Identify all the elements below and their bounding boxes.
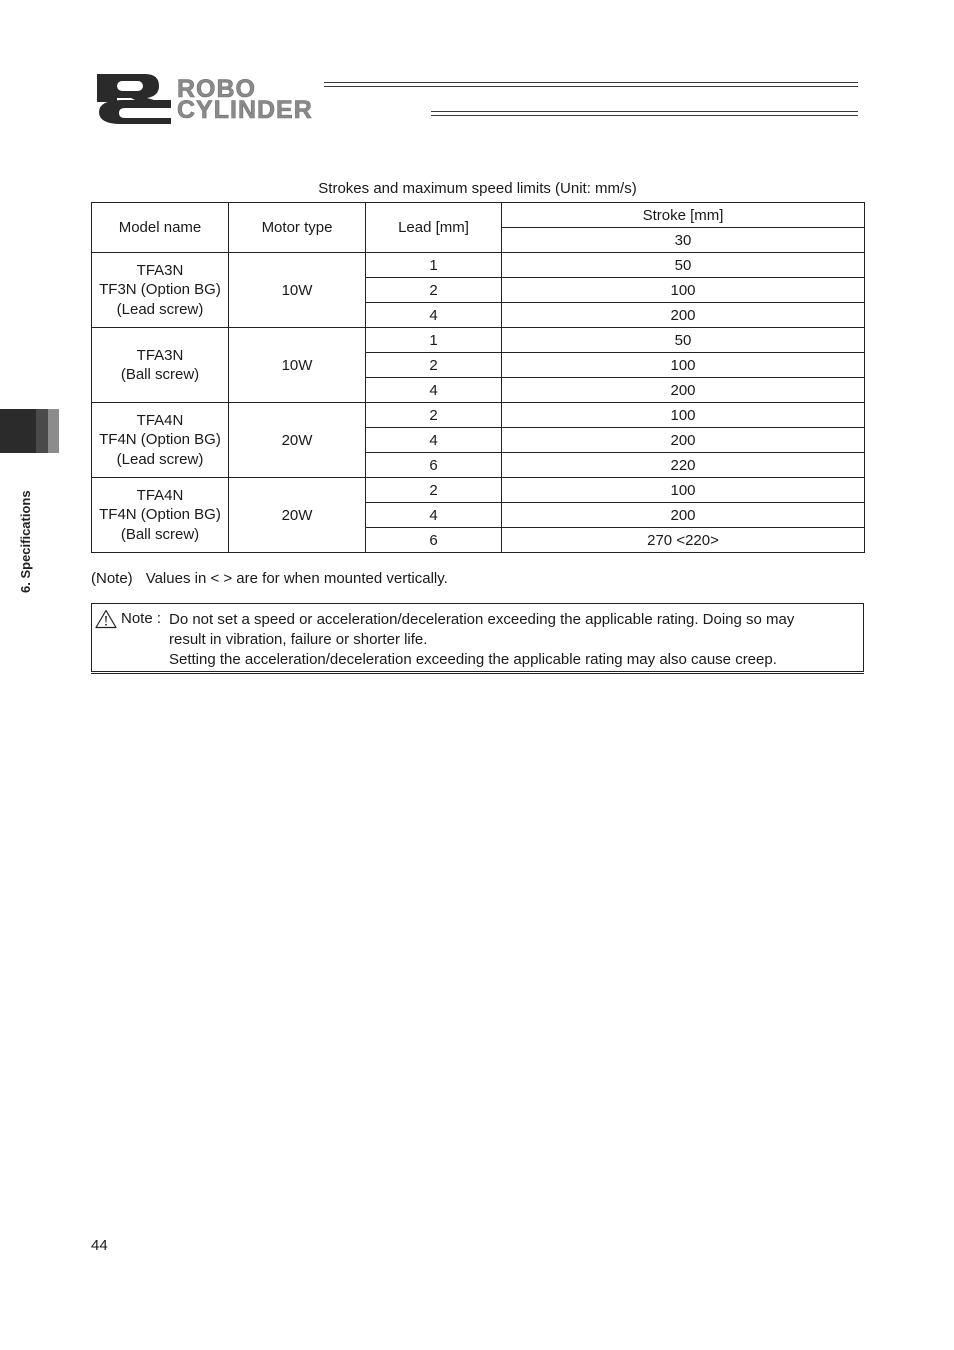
chapter-label: 6. Specifications — [18, 490, 33, 593]
max-speed-cell: 220 — [502, 453, 865, 478]
lead-cell: 2 — [366, 278, 502, 303]
logo-word-cylinder: CYLINDER — [177, 96, 313, 124]
max-speed-cell: 200 — [502, 303, 865, 328]
page-number: 44 — [91, 1237, 108, 1254]
warning-box — [91, 603, 864, 672]
max-speed-cell: 50 — [502, 328, 865, 353]
model-name-cell — [92, 403, 229, 478]
model-name-line: (Ball screw) — [120, 366, 200, 383]
header-stroke: Stroke [mm] — [502, 203, 865, 228]
lead-cell: 6 — [366, 453, 502, 478]
max-speed-cell: 50 — [502, 253, 865, 278]
table-row — [92, 478, 865, 503]
motor-type-cell: 10W — [229, 253, 366, 328]
header-model-name: Model name — [92, 203, 229, 253]
table-footnote — [91, 570, 448, 587]
table-caption: Strokes and maximum speed limits (Unit: mm/s) — [318, 180, 637, 197]
model-name-cell — [92, 328, 229, 403]
lead-cell: 4 — [366, 378, 502, 403]
model-name-line: TFA4N — [136, 411, 184, 429]
model-name-line: (Ball screw) — [120, 525, 200, 543]
motor-type-cell: 20W — [229, 478, 366, 553]
warning-prefix: Note : — [121, 610, 162, 627]
model-name-line: TFA4N — [136, 486, 184, 504]
max-speed-cell: 200 — [502, 378, 865, 403]
robo-cylinder-logo — [95, 72, 865, 128]
header-lead: Lead [mm] — [366, 203, 502, 253]
model-name-cell — [92, 253, 229, 328]
max-speed-cell: 100 — [502, 403, 865, 428]
model-name-line: TF3N (Option BG) — [99, 281, 221, 299]
motor-type-cell: 20W — [229, 403, 366, 478]
max-speed-cell: 270 <220> — [502, 528, 865, 553]
lead-cell: 4 — [366, 303, 502, 328]
warning-text — [169, 610, 859, 670]
speed-limits-table — [91, 202, 865, 553]
rc-logo-mark-icon — [95, 72, 173, 124]
header-motor-type: Motor type — [229, 203, 366, 253]
lead-cell: 1 — [366, 328, 502, 353]
model-name-line: (Lead screw) — [116, 450, 204, 468]
max-speed-cell: 100 — [502, 278, 865, 303]
max-speed-cell: 200 — [502, 503, 865, 528]
table-row — [92, 328, 865, 353]
footnote-text: Values in < > are for when mounted vertically. — [145, 570, 448, 587]
footnote-label: (Note) — [91, 570, 133, 587]
motor-type-cell: 10W — [229, 328, 366, 403]
lead-cell: 1 — [366, 253, 502, 278]
max-speed-cell: 100 — [502, 478, 865, 503]
lead-cell: 2 — [366, 478, 502, 503]
table-header-row — [92, 203, 865, 228]
header-stroke-value: 30 — [502, 228, 865, 253]
table-row — [92, 253, 865, 278]
warning-triangle-icon — [95, 609, 117, 629]
model-name-line: (Lead screw) — [116, 300, 204, 318]
model-name-line: TFA3N — [136, 261, 184, 279]
header-rule-bottom — [431, 111, 858, 112]
warning-line: Do not set a speed or acceleration/deceleration exceeding the applicable rating. Doing so may — [169, 611, 795, 628]
model-name-line: TF4N (Option BG) — [99, 506, 221, 524]
max-speed-cell: 200 — [502, 428, 865, 453]
header-rule-bottom-2 — [431, 115, 858, 116]
warning-line: Setting the acceleration/deceleration exceeding the applicable rating may also cause creep. — [169, 651, 777, 668]
lead-cell: 2 — [366, 403, 502, 428]
chapter-tab — [0, 409, 59, 453]
lead-cell: 4 — [366, 503, 502, 528]
header-rule-top-2 — [324, 86, 858, 87]
lead-cell: 2 — [366, 353, 502, 378]
lead-cell: 6 — [366, 528, 502, 553]
model-name-line: TFA3N — [136, 346, 184, 364]
model-name-line: TF4N (Option BG) — [99, 431, 221, 449]
lead-cell: 4 — [366, 428, 502, 453]
warning-line: result in vibration, failure or shorter life. — [169, 631, 428, 648]
table-row — [92, 403, 865, 428]
logo-word-robo: ROBO — [177, 75, 256, 103]
max-speed-cell: 100 — [502, 353, 865, 378]
header-rule-top — [324, 82, 858, 83]
model-name-cell — [92, 478, 229, 553]
